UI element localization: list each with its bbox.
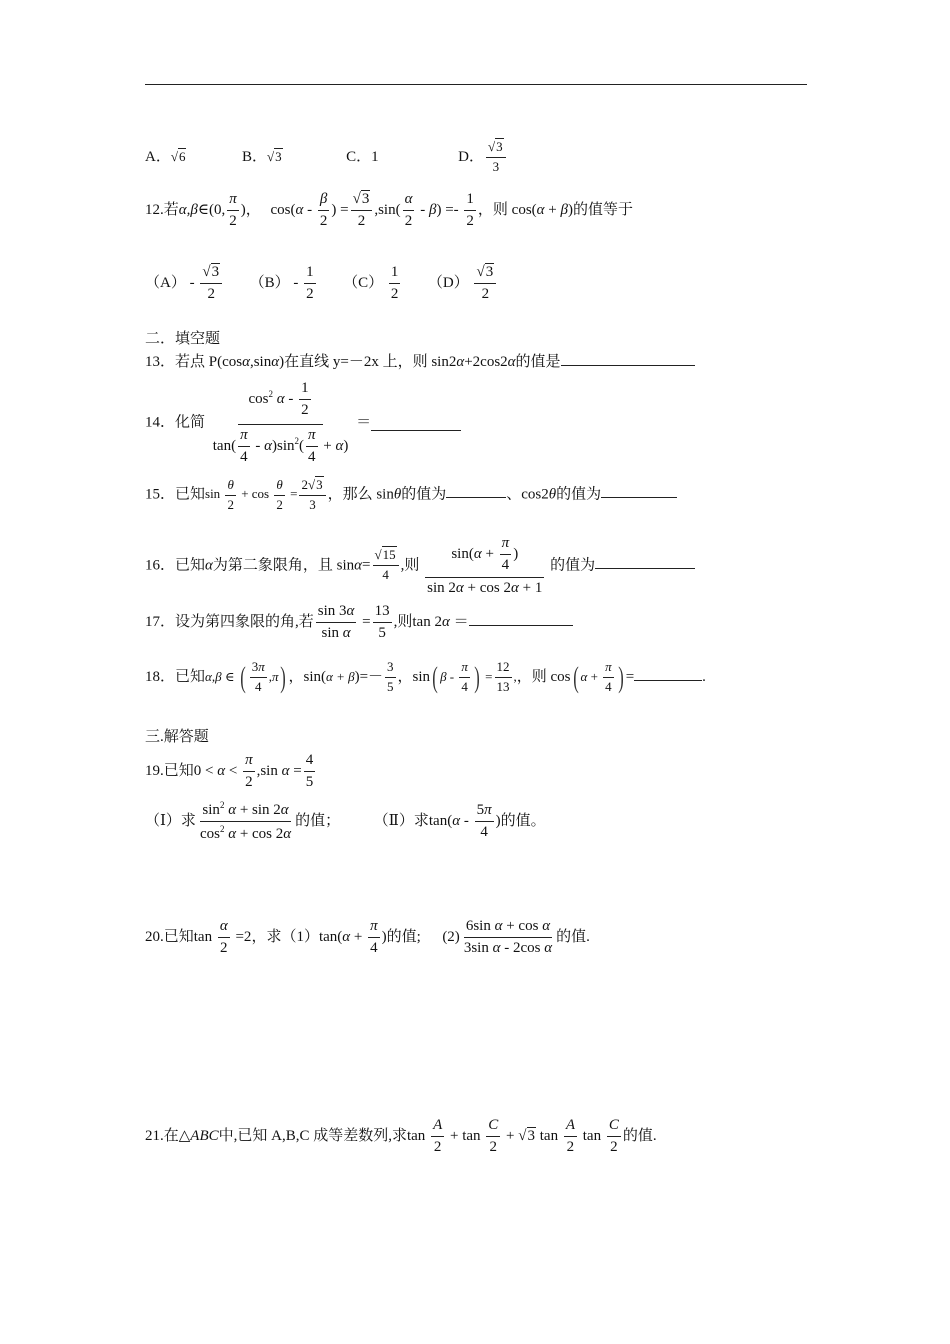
answer-blank[interactable] — [595, 554, 695, 569]
q18-question: 18．已知α,β ∈ ( $\frac{3\pi}{4}$ ,π) ，sin(α + β)=－ $\frac{3}{5}$ ，sin( β - $\frac{\pi}{4}$ ) = $\frac{12}{13}$ ,，则 cos( α + $\frac{\pi}{4}$ ) = . — [145, 659, 706, 695]
q21-question: 21.在△ABC中,已知 A,B,C 成等差数列,求tan $\frac{A}{2}$ + tan $\frac{C}{2}$ + √3 tan $\frac{A}{2}$ tan $\frac{C}{2}$ 的值. — [145, 1117, 657, 1156]
answer-blank[interactable] — [371, 416, 461, 431]
choice-b: B．√3 — [241, 148, 282, 165]
q15-question: 15．已知sin $\frac{\theta}{2}$ + cos $\frac{\theta}{2}$ = $\frac{2√3}{3}$ ，那么 sinθ的值为 、cos2θ的值为 — [145, 478, 677, 513]
q17-question: 17．设为第四象限的角,若 $\frac{\sin 3\alpha}{\text{sin α}}$ = $\frac{13}{5}$ ,则tan 2α ＝ — [145, 603, 573, 643]
option-c: （C） — [343, 275, 384, 292]
q14-question: 14．化简 $\cos^2 \alpha$ - $\frac{1}{2}$ tan( $\frac{\pi}{4}$ - $\alpha)\sin^2$( $\frac{\pi}{4}$ + α) ＝ — [145, 380, 461, 466]
q11-choices — [145, 140, 508, 175]
q13-question: 13．若点 P(cosα,sinα)在直线 y=－2x 上，则 sin2α+2cos2α的值是 — [145, 351, 695, 370]
option-b: （B） — [249, 275, 290, 292]
answer-blank[interactable] — [446, 483, 506, 498]
q16-question: 16．已知α为第二象限角，且 sinα= $\frac{√15}{4}$ ,则 sin(α + $\frac{\pi}{4}$ ) sin 2α + cos 2α + 1 的值为 — [145, 535, 695, 597]
q12-question: 12.若α,β∈(0, $\frac{\pi}{2}$ )， cos(α - $\frac{\beta}{2}$ ) = $\frac{√3}{2}$ ,sin( $\frac{\alpha}{2}$ - β) =- $\frac{1}{2}$ ，则 cos(α + β)的值等于 — [145, 191, 634, 230]
choice-a: A．√6 — [145, 148, 186, 165]
choice-c: C．1 — [346, 148, 379, 165]
answer-blank[interactable] — [561, 351, 695, 366]
choice-d: D． $\frac{√3}{3}$ — [458, 149, 507, 165]
option-a: （A） — [145, 275, 186, 292]
q19-question: 19.已知0 < α < $\frac{\pi}{2}$ ,sin α = $\frac{4}{5}$ — [145, 752, 314, 791]
option-d: （D） — [427, 275, 469, 292]
section-solutions: 三.解答题 — [145, 729, 209, 745]
q20-question: 20.已知tan $\frac{\alpha}{2}$ =2，求（1）tan(α + $\frac{\pi}{4}$ )的值; (2) $\frac{\text{6sin α + cos α}}{\text{3sin α - 2cos α}}$ 的值. — [145, 918, 590, 957]
header-rule — [145, 84, 807, 85]
section-fill-in: 二．填空题 — [145, 331, 221, 347]
answer-blank[interactable] — [469, 611, 573, 626]
q12-options: （A） - $\frac{√3}{2}$ （B） - $\frac{1}{2}$ （C） $\frac{1}{2}$ （D） $\frac{√3}{2}$ — [145, 264, 498, 304]
q19-parts: （Ⅰ）求 $\frac{\sin^2 \alpha + \sin 2\alpha}{\cos^2 \alpha + \cos 2\alpha}$ 的值； （Ⅱ）求tan(α - $\frac{5\pi}{4}$ )的值。 — [145, 800, 546, 843]
answer-blank[interactable] — [634, 666, 702, 681]
answer-blank[interactable] — [601, 483, 677, 498]
